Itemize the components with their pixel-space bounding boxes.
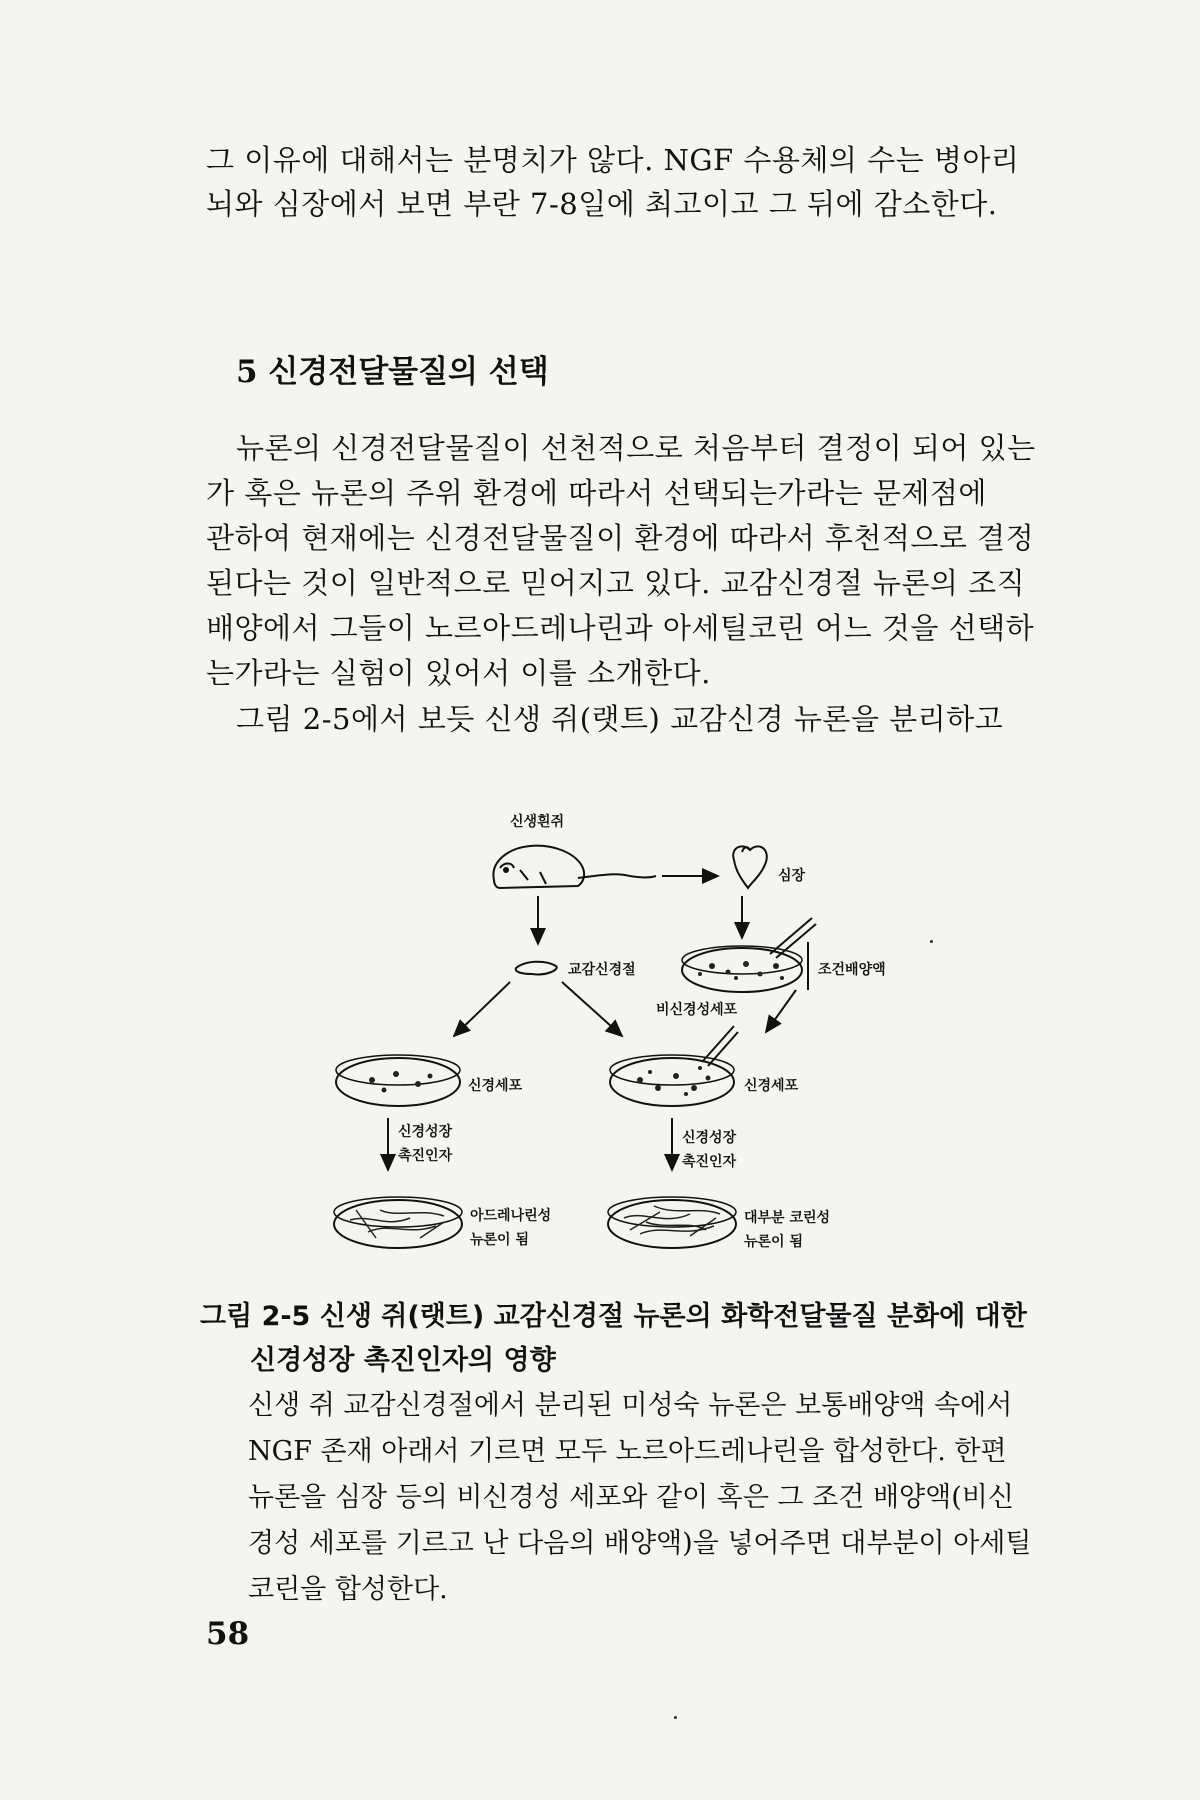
- section-heading: 5 신경전달물질의 선택: [236, 354, 549, 390]
- dish-result-left: [334, 1197, 462, 1248]
- result-left-label-2: 뉴론이 됨: [470, 1232, 529, 1248]
- body-line: 그 이유에 대해서는 분명치가 않다. NGF 수용체의 수는 병아리: [206, 143, 1020, 177]
- body-line: 관하여 현재에는 신경전달물질이 환경에 따라서 후천적으로 결정: [206, 521, 1035, 555]
- ngf-left-label-1: 신경성장: [398, 1124, 453, 1140]
- neuron-left-label: 신경세포: [468, 1078, 523, 1094]
- figure-caption-title: 신경성장 촉진인자의 영향: [250, 1345, 556, 1376]
- conditioned-medium-label: 조건배양액: [818, 962, 886, 978]
- arrow-medium-to-dish: [766, 990, 796, 1032]
- caption-line: 신생 쥐 교감신경절에서 분리된 미성숙 뉴론은 보통배양액 속에서: [248, 1390, 1013, 1421]
- speck-mark: [930, 940, 933, 943]
- ganglion-label: 교감신경절: [568, 962, 636, 978]
- dish-neurons-left: [336, 1055, 460, 1106]
- caption-line: 뉴론을 심장 등의 비신경성 세포와 같이 혹은 그 조건 배양액(비신: [248, 1482, 1014, 1513]
- ngf-left-label-2: 촉진인자: [398, 1148, 453, 1164]
- body-line: 된다는 것이 일반적으로 믿어지고 있다. 교감신경절 뉴론의 조직: [206, 566, 1026, 600]
- dish-result-right: [608, 1197, 736, 1248]
- ngf-right-label-1: 신경성장: [682, 1130, 737, 1146]
- ngf-right-label-2: 촉진인자: [682, 1154, 737, 1170]
- body-line: 그림 2-5에서 보듯 신생 쥐(랫트) 교감신경 뉴론을 분리하고: [236, 702, 1004, 736]
- result-right-label-2: 뉴론이 됨: [744, 1234, 803, 1250]
- pipette-top: [770, 918, 816, 958]
- arrow-ganglion-left: [454, 982, 510, 1036]
- rat-drawing: [493, 846, 656, 888]
- body-line: 뉴론의 신경전달물질이 선천적으로 처음부터 결정이 되어 있는: [236, 431, 1036, 465]
- body-line: 배양에서 그들이 노르아드레나린과 아세틸코린 어느 것을 선택하: [206, 611, 1035, 645]
- rat-label: 신생흰쥐: [510, 814, 565, 830]
- heart-label: 심장: [778, 868, 806, 884]
- speck-mark: [674, 1716, 677, 1719]
- neuron-right-label: 신경세포: [744, 1078, 799, 1094]
- ganglion-drawing: [516, 962, 557, 975]
- caption-line: 경성 세포를 기르고 난 다음의 배양액)을 넣어주면 대부분이 아세틸: [248, 1528, 1032, 1559]
- caption-line: NGF 존재 아래서 기르면 모두 노르아드레나린을 합성한다. 한편: [248, 1436, 1007, 1467]
- heart-drawing: [733, 846, 767, 888]
- result-left-label-1: 아드레나린성: [470, 1208, 552, 1224]
- page-number: 58: [206, 1616, 250, 1652]
- dish-neurons-right: [610, 1055, 734, 1106]
- non-neural-cells-label: 비신경성세포: [656, 1002, 738, 1018]
- arrow-ganglion-right: [562, 982, 622, 1036]
- body-line: 뇌와 심장에서 보면 부란 7-8일에 최고이고 그 뒤에 감소한다.: [206, 187, 998, 221]
- dish-non-neural-cells: [682, 946, 802, 992]
- body-line: 는가라는 실험이 있어서 이를 소개한다.: [206, 656, 711, 690]
- body-line: 가 혹은 뉴론의 주위 환경에 따라서 선택되는가라는 문제점에: [206, 476, 987, 510]
- result-right-label-1: 대부분 코린성: [744, 1210, 831, 1226]
- figure-caption-title: 그림 2-5 신생 쥐(랫트) 교감신경절 뉴론의 화학전달물질 분화에 대한: [200, 1301, 1027, 1332]
- pipette-middle: [702, 1026, 738, 1066]
- caption-line: 코린을 합성한다.: [248, 1574, 448, 1605]
